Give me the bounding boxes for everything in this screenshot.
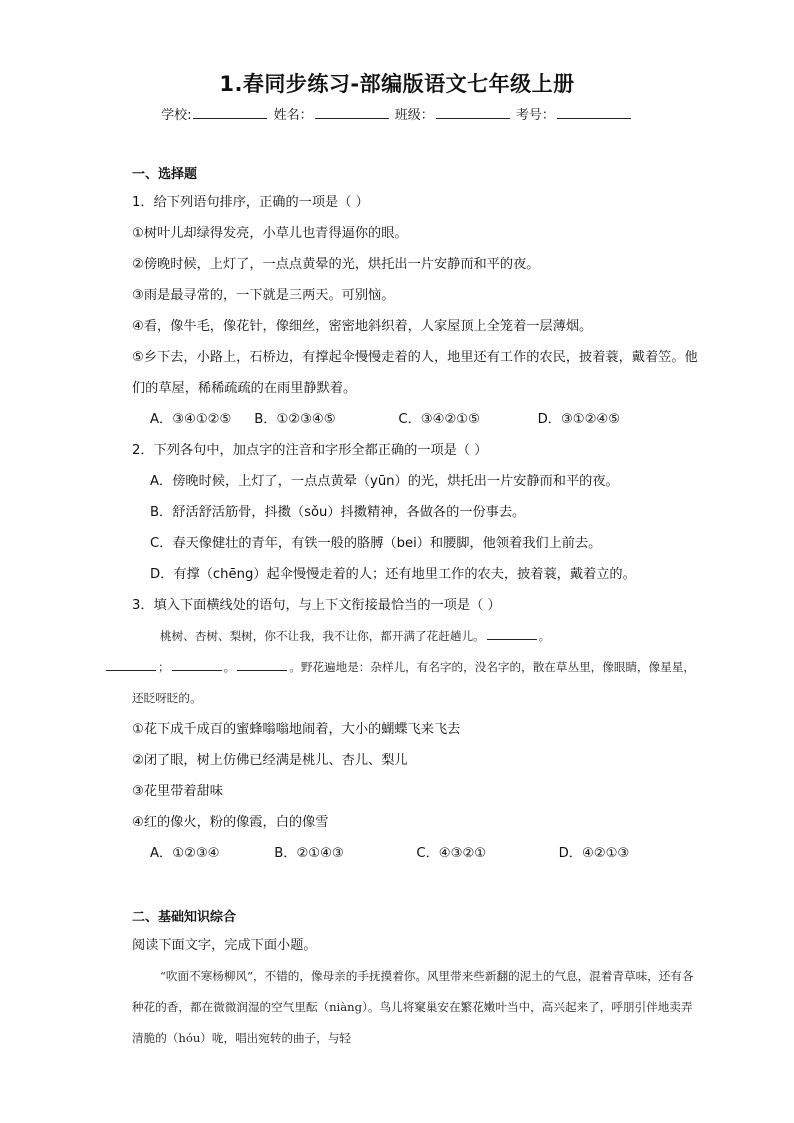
q3-passage: 桃树、杏树、梨树，你不让我，我不让你，都开满了花赶趟儿。 。 ； 。 。野花遍地是：杂样儿，有名字的，没名字的，散在草丛里，像眼睛，像星星，还眨呀眨的。 <box>132 621 704 714</box>
q3-item: ②闭了眼，树上仿佛已经满是桃儿、杏儿、梨儿 <box>132 753 408 768</box>
section2-passage: “吹面不寒杨柳风”，不错的，像母亲的手抚摸着你。风里带来些新翻的泥土的气息，混着青草味，还有各种花的香，都在微微润湿的空气里酝（niàng）。鸟儿将窠巢安在繁花嫩叶当中，高兴起来了，呼朋引伴地卖弄清脆的（hóu）咙，唱出宛转的曲子，与轻 <box>132 969 694 1045</box>
class-blank[interactable] <box>436 106 510 119</box>
exam-no-blank[interactable] <box>557 106 631 119</box>
section-heading-choice: 一、选择题 <box>132 167 198 182</box>
q3-blank-1[interactable] <box>487 629 537 640</box>
q1-item: ②傍晚时候，上灯了，一点点黄晕的光，烘托出一片安静而和平的夜。 <box>132 257 540 272</box>
school-label: 学校: <box>161 108 192 123</box>
name-label: 姓名： <box>273 108 313 123</box>
school-blank[interactable] <box>193 106 267 119</box>
section-heading-basics: 二、基础知识综合 <box>132 910 237 925</box>
q3-item: ①花下成千成百的蜜蜂嗡嗡地闹着，大小的蝴蝶飞来飞去 <box>132 722 461 737</box>
q2-option-a[interactable]: A．傍晚时候，上灯了，一点点黄晕（yūn）的光，烘托出一片安静而和平的夜。 <box>150 474 619 489</box>
q2-option-b[interactable]: B．舒活舒活筋骨，抖擞（sǒu）抖擞精神，各做各的一份事去。 <box>150 505 526 520</box>
q1-option-d[interactable]: D．③①②④⑤ <box>537 412 621 427</box>
q1-item: ③雨是最寻常的，一下就是三两天。可别恼。 <box>132 288 395 303</box>
q2-option-c[interactable]: C．春天像健壮的青年，有铁一般的胳膊（bei）和腰脚，他领着我们上前去。 <box>150 536 602 551</box>
q1-item: ⑤乡下去，小路上，石桥边，有撑起伞慢慢走着的人，地里还有工作的农民，披着蓑，戴着笠。他们的草屋，稀稀疏疏的在雨里静默着。 <box>132 350 698 396</box>
q1-option-b[interactable]: B．①②③④⑤ <box>254 412 336 427</box>
q1-option-a[interactable]: A．③④①②⑤ <box>150 412 232 427</box>
q3-options <box>132 838 704 869</box>
q1-option-c[interactable]: C．③④②①⑤ <box>398 412 480 427</box>
student-info-row <box>0 104 794 123</box>
q2-stem: 2．下列各句中，加点字的注音和字形全都正确的一项是（ ） <box>132 443 488 458</box>
q3-option-a[interactable]: A．①②③④ <box>150 846 220 861</box>
q2-option-d[interactable]: D．有撑（chēng）起伞慢慢走着的人；还有地里工作的农夫，披着蓑，戴着立的。 <box>150 567 636 582</box>
q3-option-c[interactable]: C．④③②① <box>416 846 487 861</box>
worksheet-body <box>132 162 704 1054</box>
q3-option-b[interactable]: B．②①④③ <box>274 846 344 861</box>
section-gap <box>132 869 704 905</box>
q1-item: ④看，像牛毛，像花针，像细丝，密密地斜织着，人家屋顶上全笼着一层薄烟。 <box>132 319 593 334</box>
q3-passage-part-b: 野花遍地是：杂样儿，有名字的，没名字的，散在草丛里，像眼睛，像星星，还眨呀眨的。 <box>132 660 696 705</box>
class-label: 班级： <box>394 108 434 123</box>
q1-item: ①树叶儿却绿得发亮，小草儿也青得逼你的眼。 <box>132 226 408 241</box>
q1-options <box>132 404 704 435</box>
q3-item: ④红的像火，粉的像霞，白的像雪 <box>132 815 329 830</box>
name-blank[interactable] <box>315 106 389 119</box>
section2-intro: 阅读下面文字，完成下面小题。 <box>132 938 317 953</box>
q3-stem: 3．填入下面横线处的语句，与上下文衔接最恰当的一项是（ ） <box>132 598 501 613</box>
q3-option-d[interactable]: D．④②①③ <box>558 846 630 861</box>
exam-no-label: 考号： <box>515 108 555 123</box>
q3-blank-3[interactable] <box>172 660 222 671</box>
q3-blank-2[interactable] <box>106 660 156 671</box>
q1-stem: 1．给下列语句排序，正确的一项是（ ） <box>132 195 369 210</box>
q3-blank-4[interactable] <box>237 660 287 671</box>
page-title: 1.春同步练习-部编版语文七年级上册 <box>219 72 575 96</box>
q3-item: ③花里带着甜味 <box>132 784 223 799</box>
q3-passage-part-a: 桃树、杏树、梨树，你不让我，我不让你，都开满了花赶趟儿。 <box>160 629 485 643</box>
